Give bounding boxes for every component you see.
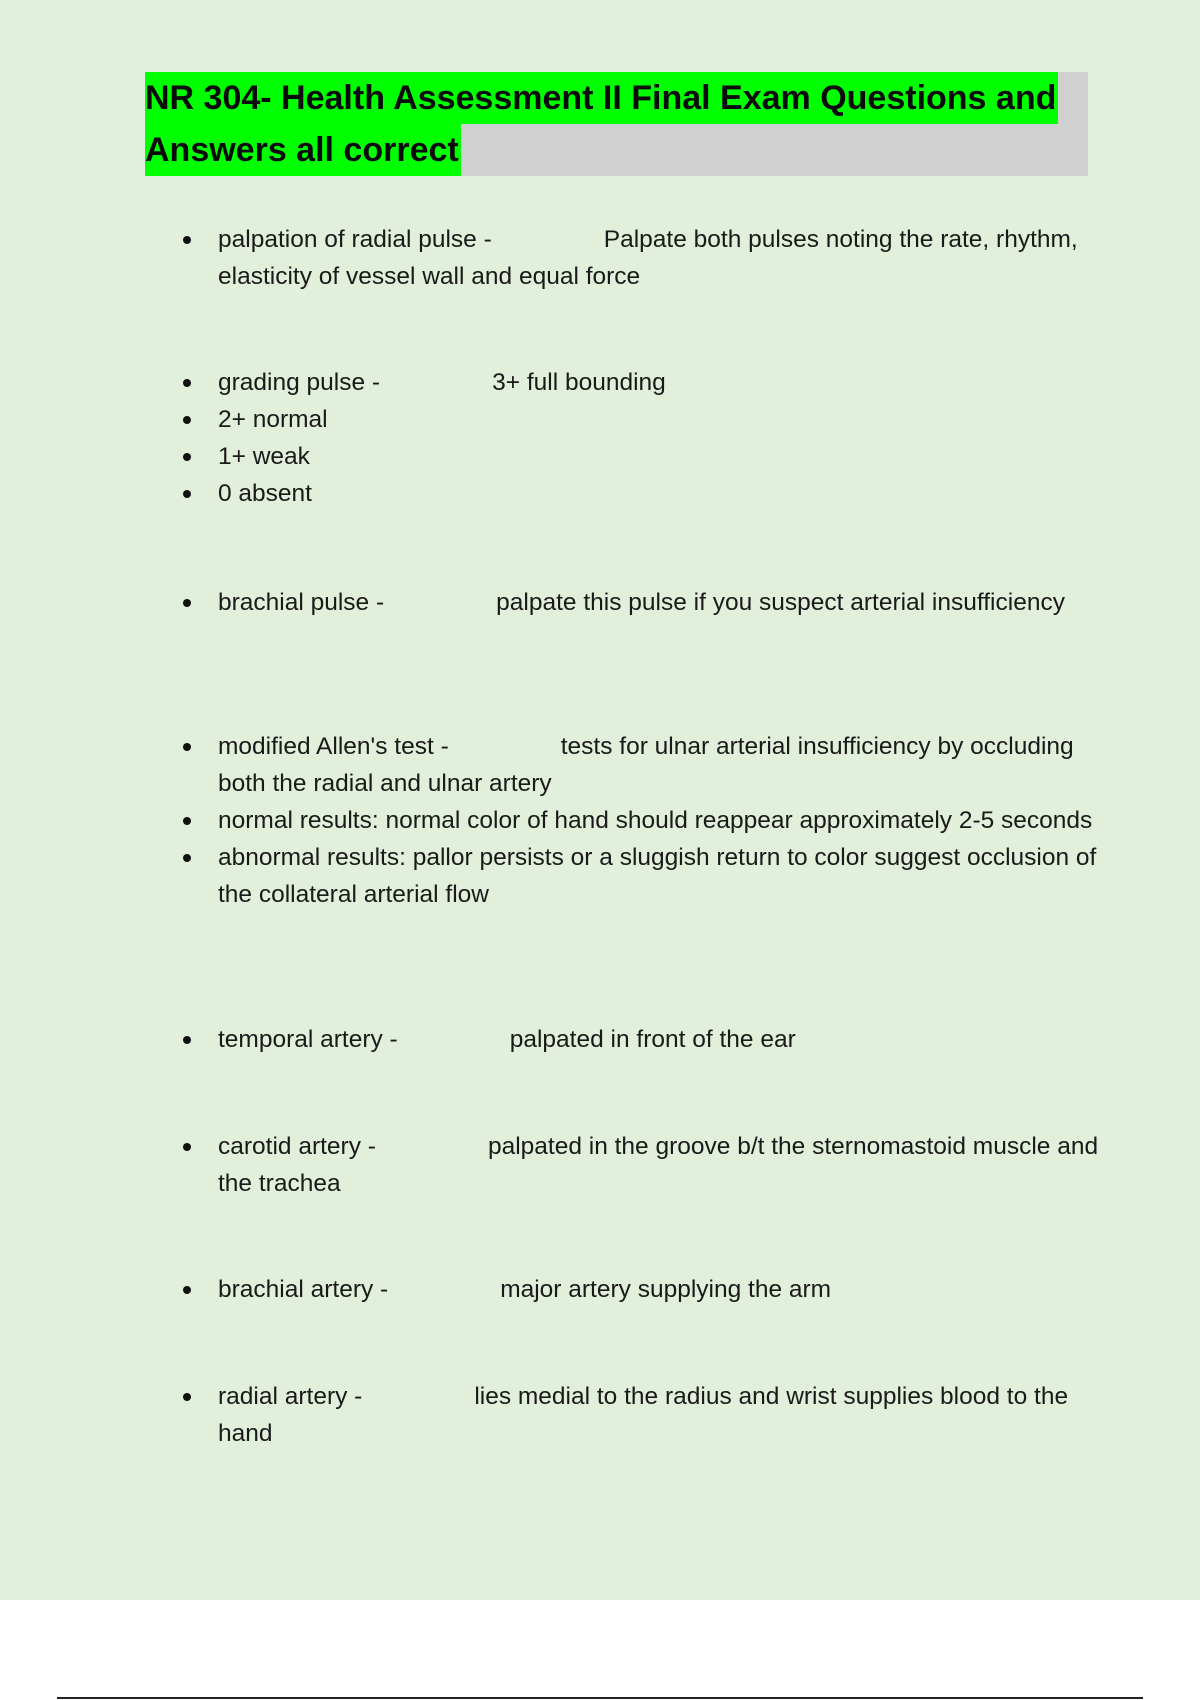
- qa-group-radial-pulse: [145, 221, 1105, 295]
- title-line-1: NR 304- Health Assessment II Final Exam Questions and: [145, 72, 1058, 124]
- list-item: [145, 839, 1105, 913]
- bullet-list: [145, 584, 1105, 621]
- list-item: [145, 728, 1105, 802]
- question-term: radial artery -: [218, 1383, 363, 1410]
- answer-text: major artery supplying the arm: [500, 1276, 832, 1303]
- question-term: carotid artery -: [218, 1133, 376, 1160]
- answer-text: abnormal results: pallor persists or a sluggish return to color suggest occlusion of the collateral arterial flow: [218, 844, 1097, 908]
- bullet-list: [145, 1378, 1105, 1452]
- answer-text: palpated in the groove b/t the sternomastoid muscle and the trachea: [218, 1133, 1099, 1197]
- question-term: temporal artery -: [218, 1026, 398, 1053]
- answer-text: 1+ weak: [218, 443, 310, 470]
- qa-group-carotid-artery: [145, 1128, 1105, 1202]
- qa-group-allens-test: [145, 728, 1105, 913]
- list-item: [145, 221, 1105, 295]
- title-line-2: Answers all correct: [145, 124, 461, 176]
- question-term: palpation of radial pulse -: [218, 226, 492, 253]
- document-title-block: [145, 72, 1088, 176]
- question-term: modified Allen's test -: [218, 733, 449, 760]
- document-title: [145, 72, 1088, 176]
- list-item: [145, 1021, 1105, 1058]
- answer-text: lies medial to the radius and wrist supplies blood to the hand: [218, 1383, 1069, 1447]
- list-item: [145, 1378, 1105, 1452]
- list-item: [145, 802, 1105, 839]
- answer-text: 3+ full bounding: [492, 369, 666, 396]
- list-item: [145, 1128, 1105, 1202]
- bullet-list: [145, 364, 1105, 512]
- answer-text: normal results: normal color of hand should reappear approximately 2-5 seconds: [218, 807, 1093, 834]
- answer-text: 0 absent: [218, 480, 312, 507]
- bullet-list: [145, 728, 1105, 913]
- list-item: [145, 438, 1105, 475]
- qa-group-radial-artery: [145, 1378, 1105, 1452]
- list-item: [145, 401, 1105, 438]
- qa-group-grading-pulse: [145, 364, 1105, 512]
- bullet-list: [145, 1271, 1105, 1308]
- question-term: brachial pulse -: [218, 589, 385, 616]
- list-item: [145, 584, 1105, 621]
- answer-text: Palpate both pulses noting the rate, rhythm, elasticity of vessel wall and equal force: [218, 226, 1078, 290]
- footer-divider: [57, 1697, 1143, 1699]
- list-item: [145, 364, 1105, 401]
- bullet-list: [145, 1128, 1105, 1202]
- question-term: brachial artery -: [218, 1276, 389, 1303]
- qa-group-temporal-artery: [145, 1021, 1105, 1058]
- answer-text: palpate this pulse if you suspect arterial insufficiency: [496, 589, 1065, 616]
- qa-group-brachial-pulse: [145, 584, 1105, 621]
- bullet-list: [145, 1021, 1105, 1058]
- bullet-list: [145, 221, 1105, 295]
- answer-text: palpated in front of the ear: [509, 1026, 796, 1053]
- answer-text: tests for ulnar arterial insufficiency by occluding both the radial and ulnar artery: [218, 733, 1074, 797]
- list-item: [145, 475, 1105, 512]
- list-item: [145, 1271, 1105, 1308]
- qa-group-brachial-artery: [145, 1271, 1105, 1308]
- answer-text: 2+ normal: [218, 406, 328, 433]
- question-term: grading pulse -: [218, 369, 381, 396]
